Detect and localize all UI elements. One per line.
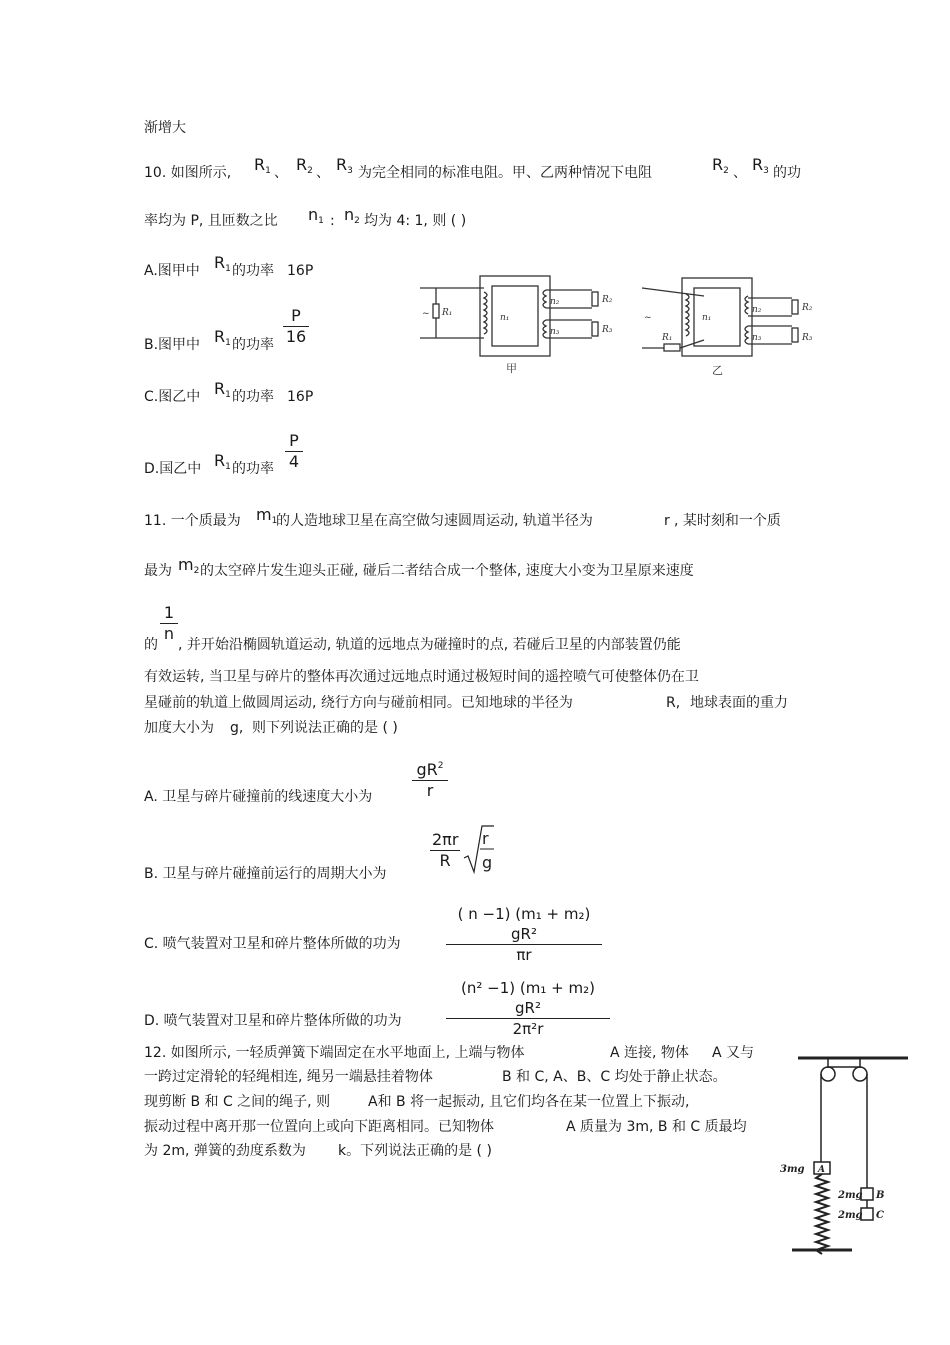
q11-text: 的人造地球卫星在高空做匀速圆周运动, 轨道半径为 [276,513,593,529]
q10-option-d-fraction: $\frac{P}{4}$ [285,431,303,472]
q10-r3b: $R_3$ [752,155,769,176]
q11-option-c: C. 喷气装置对卫星和碎片整体所做的功为 [144,936,401,952]
svg-text:~: ~ [644,313,652,323]
figure-label-jia: 甲 [506,362,517,375]
q10-text: 均为 4: 1, 则 ( ) [364,213,467,229]
q11-m1: $m_1$ [256,505,278,526]
q11-text: 加度大小为 [144,720,214,736]
q11-g: g, [230,720,244,736]
svg-text:3mg: 3mg [780,1164,805,1175]
svg-text:R₂: R₂ [602,295,613,305]
q11-option-b-fraction: $\frac{2\pi r}{R}$ [432,830,459,870]
q10-option-d-r: $R_1$ [214,451,231,472]
q10-r1: $R_1$ [254,155,271,176]
q10-text: 为完全相同的标准电阻。甲、乙两种情况下电阻 [358,165,652,181]
q10-r3: $R_3$ [336,155,353,176]
q10-option-c: 的功率 [232,389,274,405]
q11-R: R, [666,695,681,711]
q11-text: , 某时刻和一个质 [674,513,781,529]
q11-m2: $m_2$ [178,555,200,576]
q11-text: 的太空碎片发生迎头正碰, 碰后二者结合成一个整体, 速度大小变为卫星原来速度 [200,563,694,579]
svg-text:g: g [482,853,493,872]
q12-text: 振动过程中离开那一位置向上或向下距离相同。已知物体 [144,1119,494,1135]
q10-option-a-value: 16P [287,263,314,279]
q10-text: 的功 [773,165,801,181]
q10-option-d: 的功率 [232,461,274,477]
q10-option-b-r: $R_1$ [214,327,231,348]
q11-text: , 并开始沿椭圆轨道运动, 轨道的远地点为碰撞时的点, 若碰后卫星的内部装置仍能 [178,637,681,653]
q11-text: 星碰前的轨道上做圆周运动, 绕行方向与碰前相同。已知地球的半径为 [144,695,573,711]
q10-r2: $R_2$ [296,155,313,176]
transformer-circuits-figure [420,268,840,388]
svg-text:n₃: n₃ [550,327,560,337]
q12-text: A 质量为 3m, B 和 C 质最均 [566,1119,747,1135]
q11-one-over-n: $\frac{1}{n}$ [160,603,178,644]
q10-n1: $n_1$ [308,205,324,226]
q10-option-a: A.图甲中 [144,263,200,279]
q10-r2b: $R_2$ [712,155,729,176]
q11-option-b: B. 卫星与碎片碰撞前运行的周期大小为 [144,866,387,882]
svg-text:n₂: n₂ [752,305,762,315]
svg-text:R₁: R₁ [662,333,673,343]
q12-text: 一跨过定滑轮的轻绳相连, 绳另一端悬挂着物体 [144,1069,433,1085]
q10-option-b: B.图甲中 [144,337,201,353]
q11-text: 则下列说法正确的是 ( ) [252,720,398,736]
q11-option-d-fraction: $\frac{\text{(n² −1) (m₁ + m₂) gR²}}{\text{2π²r}}$ [446,978,610,1039]
figure-label-yi: 乙 [712,364,723,377]
q11-option-c-fraction: $\frac{\text{( n −1) (m₁ + m₂) gR²}}{\pi r}$ [446,904,602,965]
svg-text:A: A [818,1165,825,1175]
q11-option-d: D. 喷气装置对卫星和碎片整体所做的功为 [144,1013,402,1029]
q10-text: 10. 如图所示, [144,165,232,181]
q12-text: A 又与 [712,1045,755,1061]
q10-option-a: 的功率 [232,263,274,279]
q10-sep: 、 [274,165,288,181]
q10-option-c-value: 16P [287,389,314,405]
q11-text: 11. 一个质最为 [144,513,241,529]
svg-text:R₃: R₃ [802,333,813,343]
q12-text: k。下列说法正确的是 ( ) [338,1143,492,1159]
svg-text:n₃: n₃ [752,333,762,343]
svg-text:n₁: n₁ [500,313,510,323]
q12-text: A 连接, 物体 [610,1045,689,1061]
q10-option-b: 的功率 [232,337,274,353]
svg-text:n₂: n₂ [550,297,560,307]
svg-text:r: r [482,829,489,848]
q10-option-c: C.图乙中 [144,389,201,405]
spring-pulley-figure [772,1050,912,1258]
ac-source-symbol: ~ [422,309,430,319]
q11-text: 的 [144,637,158,653]
sqrt-sign [462,824,494,876]
q10-option-a-r: $R_1$ [214,253,231,274]
svg-text:n₁: n₁ [702,313,712,323]
q12-text: 现剪断 B 和 C 之间的绳子, 则 [144,1094,331,1110]
q11-option-a: A. 卫星与碎片碰撞前的线速度大小为 [144,789,373,805]
q12-text: A和 B 将一起振动, 且它们均各在某一位置上下振动, [368,1094,690,1110]
q11-r: r [664,513,670,529]
svg-text:2mg: 2mg [838,1190,863,1201]
q11-text: 最为 [144,563,172,579]
q10-sep: 、 [733,165,747,181]
svg-text:R₁: R₁ [442,308,453,318]
q10-text: 率均为 P, 且匝数之比 [144,213,278,229]
q11-option-a-fraction: $\frac{gR^2}{r}$ [412,756,448,801]
q10-colon: : [330,213,335,229]
svg-text:R₃: R₃ [602,325,613,335]
q10-option-d: D.国乙中 [144,461,202,477]
text-line: 渐增大 [144,120,186,136]
q12-text: 12. 如图所示, 一轻质弹簧下端固定在水平地面上, 上端与物体 [144,1045,525,1061]
svg-text:2mg: 2mg [838,1210,863,1221]
q11-text: 地球表面的重力 [690,695,788,711]
q10-n2: $n_2$ [344,205,360,226]
q10-option-c-r: $R_1$ [214,379,231,400]
q11-text: 有效运转, 当卫星与碎片的整体再次通过远地点时通过极短时间的遥控喷气可使整体仍在卫 [144,669,699,685]
svg-text:C: C [876,1210,884,1221]
svg-text:B: B [876,1190,885,1201]
q12-text: B 和 C, A、B、C 均处于静止状态。 [502,1069,727,1085]
q10-option-b-fraction: $\frac{P}{16}$ [283,306,309,347]
q10-sep: 、 [316,165,330,181]
q12-text: 为 2m, 弹簧的劲度系数为 [144,1143,306,1159]
svg-text:R₂: R₂ [802,303,813,313]
